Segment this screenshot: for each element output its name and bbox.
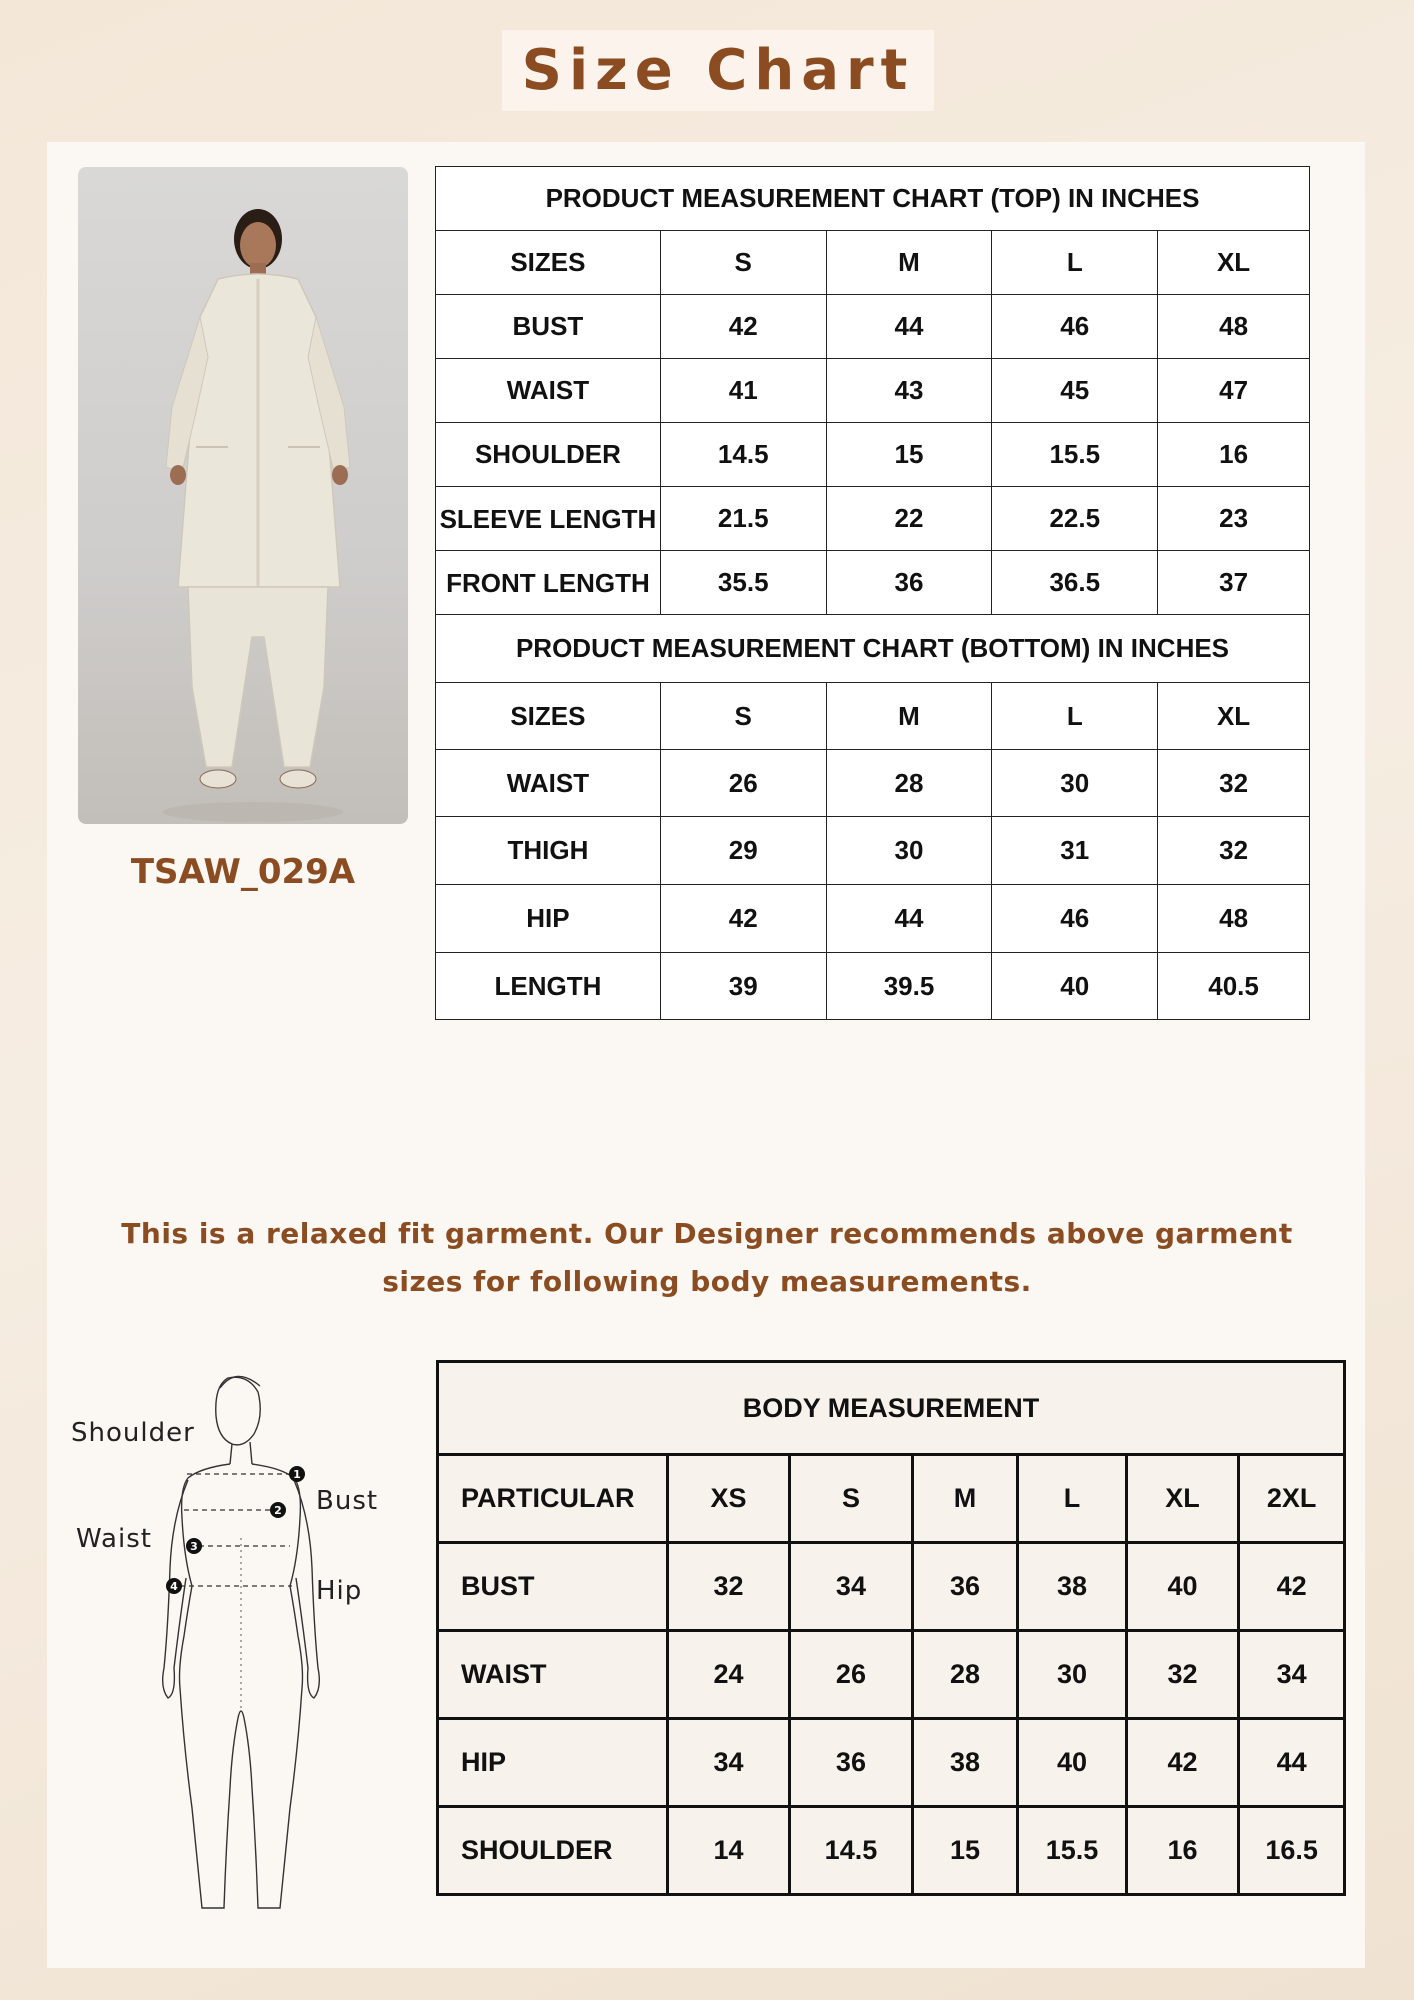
clipped-label: SLEEVE LENGTH [439,503,657,534]
table-cell: 26 [660,750,826,817]
product-photo [78,167,408,824]
table-cell: 31 [992,817,1158,885]
table-cell: 40 [992,953,1158,1020]
table-cell: 32 [1126,1631,1238,1719]
table-cell: 24 [667,1631,789,1719]
column-header: S [660,683,826,750]
table-cell: 48 [1158,885,1310,953]
row-label: SHOULDER [436,423,661,487]
table-cell: 29 [660,817,826,885]
row-label: THIGH [436,817,661,885]
table-cell: 36 [826,551,992,615]
table-row [436,423,1310,487]
table-cell: 44 [1239,1719,1345,1807]
table-cell: 22.5 [992,487,1158,551]
table-cell: 42 [1126,1719,1238,1807]
table-cell: 46 [992,295,1158,359]
table-row [436,750,1310,817]
table-cell: 40.5 [1158,953,1310,1020]
fit-note: This is a relaxed fit garment. Our Designer recommends above garment sizes for following body measurements. [121,1217,1293,1298]
column-header: SIZES [436,683,661,750]
table-cell: 30 [992,750,1158,817]
column-header: XL [1158,683,1310,750]
table-row [436,817,1310,885]
row-label: BUST [438,1543,668,1631]
table-cell: 16 [1158,423,1310,487]
title-box [502,30,934,111]
label-waist: Waist [76,1524,152,1554]
model-illustration [78,167,408,824]
table-cell: 32 [1158,817,1310,885]
marker-number: 2 [274,1504,282,1517]
body-measurement-table [436,1360,1346,1896]
column-header: SIZES [436,231,661,295]
table-cell: 40 [1126,1543,1238,1631]
table-cell: 32 [667,1543,789,1631]
table-cell: 46 [992,885,1158,953]
table-cell: 37 [1158,551,1310,615]
row-label: LENGTH [436,953,661,1020]
product-sku: TSAW_029A [130,852,356,892]
body-table-heading: BODY MEASUREMENT [438,1362,1345,1455]
table-cell: 42 [660,885,826,953]
table-cell: 41 [660,359,826,423]
table-cell: 47 [1158,359,1310,423]
column-header: L [1018,1455,1127,1543]
table-cell: 45 [992,359,1158,423]
label-bust: Bust [316,1486,379,1516]
column-header: M [912,1455,1017,1543]
table-cell: 28 [826,750,992,817]
row-label: HIP [438,1719,668,1807]
row-label: WAIST [436,750,661,817]
row-label [436,551,661,615]
column-header: M [826,683,992,750]
column-header: XS [667,1455,789,1543]
bottom-table-heading: PRODUCT MEASUREMENT CHART (BOTTOM) IN INCHES [436,615,1310,683]
table-cell: 15.5 [1018,1807,1127,1895]
table-cell: 14.5 [660,423,826,487]
row-label [436,487,661,551]
table-cell: 15.5 [992,423,1158,487]
table-cell: 39.5 [826,953,992,1020]
row-label: SHOULDER [438,1807,668,1895]
table-cell: 34 [790,1543,913,1631]
table-cell: 38 [1018,1543,1127,1631]
clipped-label: FRONT LENGTH [446,567,650,598]
row-label: WAIST [436,359,661,423]
table-cell: 44 [826,885,992,953]
column-header: S [790,1455,913,1543]
table-cell: 36 [790,1719,913,1807]
table-row [438,1631,1345,1719]
table-cell: 32 [1158,750,1310,817]
table-cell: 34 [1239,1631,1345,1719]
row-label: HIP [436,885,661,953]
table-cell: 38 [912,1719,1017,1807]
table-cell: 39 [660,953,826,1020]
table-row [436,295,1310,359]
table-cell: 22 [826,487,992,551]
table-cell: 30 [1018,1631,1127,1719]
table-cell: 40 [1018,1719,1127,1807]
top-table-heading: PRODUCT MEASUREMENT CHART (TOP) IN INCHES [436,167,1310,231]
table-row [436,487,1310,551]
table-cell: 26 [790,1631,913,1719]
table-cell: 15 [826,423,992,487]
table-cell: 44 [826,295,992,359]
marker-number: 4 [170,1580,178,1593]
table-cell: 34 [667,1719,789,1807]
table-cell: 14.5 [790,1807,913,1895]
table-cell: 16 [1126,1807,1238,1895]
table-cell: 30 [826,817,992,885]
column-header: S [660,231,826,295]
column-header: L [992,683,1158,750]
label-hip: Hip [316,1576,363,1606]
table-cell: 36 [912,1543,1017,1631]
table-cell: 43 [826,359,992,423]
table-row [436,885,1310,953]
body-measurement-figure [60,1368,380,1928]
top-measurement-table [435,166,1310,1020]
table-cell: 23 [1158,487,1310,551]
row-label: BUST [436,295,661,359]
table-cell: 15 [912,1807,1017,1895]
column-header: XL [1126,1455,1238,1543]
table-row [438,1543,1345,1631]
body-outline-illustration [60,1368,380,1928]
table-cell: 35.5 [660,551,826,615]
marker-number: 3 [190,1540,198,1553]
table-cell: 14 [667,1807,789,1895]
table-row [438,1719,1345,1807]
table-row [436,359,1310,423]
table-cell: 42 [660,295,826,359]
label-shoulder: Shoulder [71,1418,195,1448]
table-cell: 28 [912,1631,1017,1719]
table-cell: 36.5 [992,551,1158,615]
column-header: L [992,231,1158,295]
column-header: M [826,231,992,295]
column-header: PARTICULAR [438,1455,668,1543]
table-row [438,1807,1345,1895]
table-row [436,551,1310,615]
column-header: XL [1158,231,1310,295]
row-label: WAIST [438,1631,668,1719]
table-cell: 21.5 [660,487,826,551]
column-header: 2XL [1239,1455,1345,1543]
marker-number: 1 [293,1468,301,1481]
table-row [436,953,1310,1020]
page-title: Size Chart [521,38,915,103]
table-cell: 48 [1158,295,1310,359]
table-cell: 16.5 [1239,1807,1345,1895]
table-cell: 42 [1239,1543,1345,1631]
